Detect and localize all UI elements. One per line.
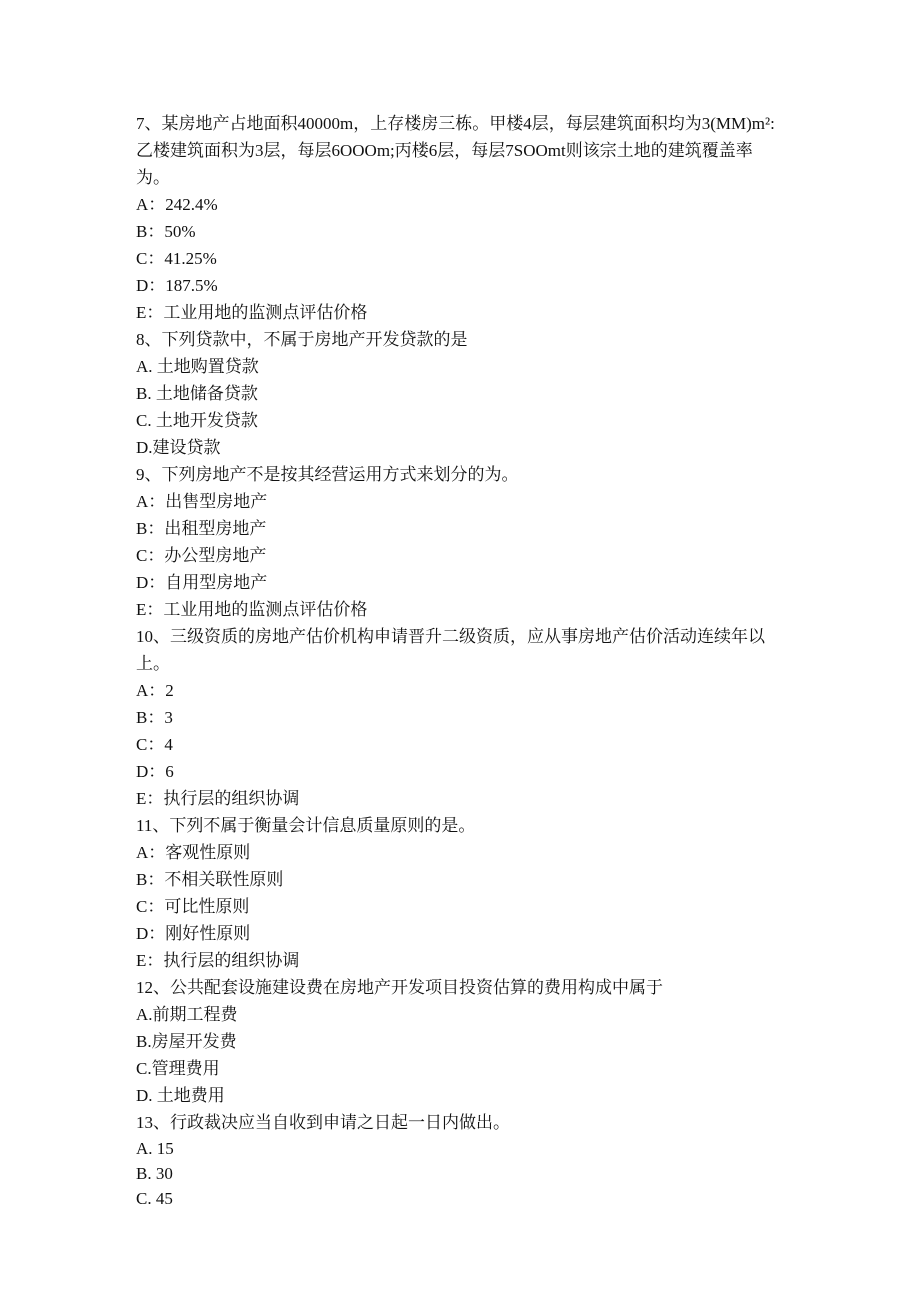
option-a: A：242.4%: [136, 195, 218, 214]
question-12: [136, 974, 786, 1109]
question-stem: 7、某房地产占地面积40000m，上存楼房三栋。甲楼4层，每层建筑面积均为3(MM)m²:乙楼建筑面积为3层，每层6OOOm;丙楼6层，每层7SOOmt则该宗土地的建筑覆盖率为。: [136, 114, 775, 187]
question-stem: 12、公共配套设施建设费在房地产开发项目投资估算的费用构成中属于: [136, 978, 663, 997]
option-e: E：工业用地的监测点评估价格: [136, 600, 368, 619]
option-d: D：刚好性原则: [136, 924, 251, 943]
option-a: A：出售型房地产: [136, 492, 268, 511]
document-page: [136, 110, 786, 1211]
option-a: A. 土地购置贷款: [136, 357, 259, 376]
question-10: [136, 623, 786, 812]
option-c: C. 土地开发贷款: [136, 411, 258, 430]
question-7: [136, 110, 786, 326]
option-b: B：出租型房地产: [136, 519, 267, 538]
question-stem: 8、下列贷款中，不属于房地产开发贷款的是: [136, 330, 468, 349]
question-stem: 13、行政裁决应当自收到申请之日起一日内做出。: [136, 1113, 510, 1132]
option-c: C：41.25%: [136, 249, 217, 268]
option-d: D：6: [136, 762, 174, 781]
option-d: D：自用型房地产: [136, 573, 268, 592]
question-stem: 9、下列房地产不是按其经营运用方式来划分的为。: [136, 465, 519, 484]
option-c: C：4: [136, 735, 173, 754]
option-e: E：工业用地的监测点评估价格: [136, 303, 368, 322]
option-a: A. 15: [136, 1139, 174, 1158]
option-a: A：客观性原则: [136, 843, 251, 862]
option-b: B：不相关联性原则: [136, 870, 284, 889]
option-d: D. 土地费用: [136, 1086, 225, 1105]
option-c: C.管理费用: [136, 1059, 220, 1078]
option-b: B. 土地储备贷款: [136, 384, 258, 403]
option-e: E：执行层的组织协调: [136, 789, 300, 808]
option-c: C：办公型房地产: [136, 546, 267, 565]
option-b: B：50%: [136, 222, 196, 241]
question-9: [136, 461, 786, 623]
question-stem: 10、三级资质的房地产估价机构申请晋升二级资质，应从事房地产估价活动连续年以上。: [136, 627, 765, 673]
question-13: [136, 1109, 786, 1211]
option-b: B.房屋开发费: [136, 1032, 237, 1051]
option-a: A.前期工程费: [136, 1005, 238, 1024]
option-a: A：2: [136, 681, 174, 700]
option-d: D：187.5%: [136, 276, 218, 295]
question-8: [136, 326, 786, 461]
option-c: C：可比性原则: [136, 897, 250, 916]
question-stem: 11、下列不属于衡量会计信息质量原则的是。: [136, 816, 476, 835]
option-d: D.建设贷款: [136, 438, 221, 457]
question-11: [136, 812, 786, 974]
option-b: B. 30: [136, 1164, 173, 1183]
option-b: B：3: [136, 708, 173, 727]
option-c: C. 45: [136, 1189, 173, 1208]
option-e: E：执行层的组织协调: [136, 951, 300, 970]
